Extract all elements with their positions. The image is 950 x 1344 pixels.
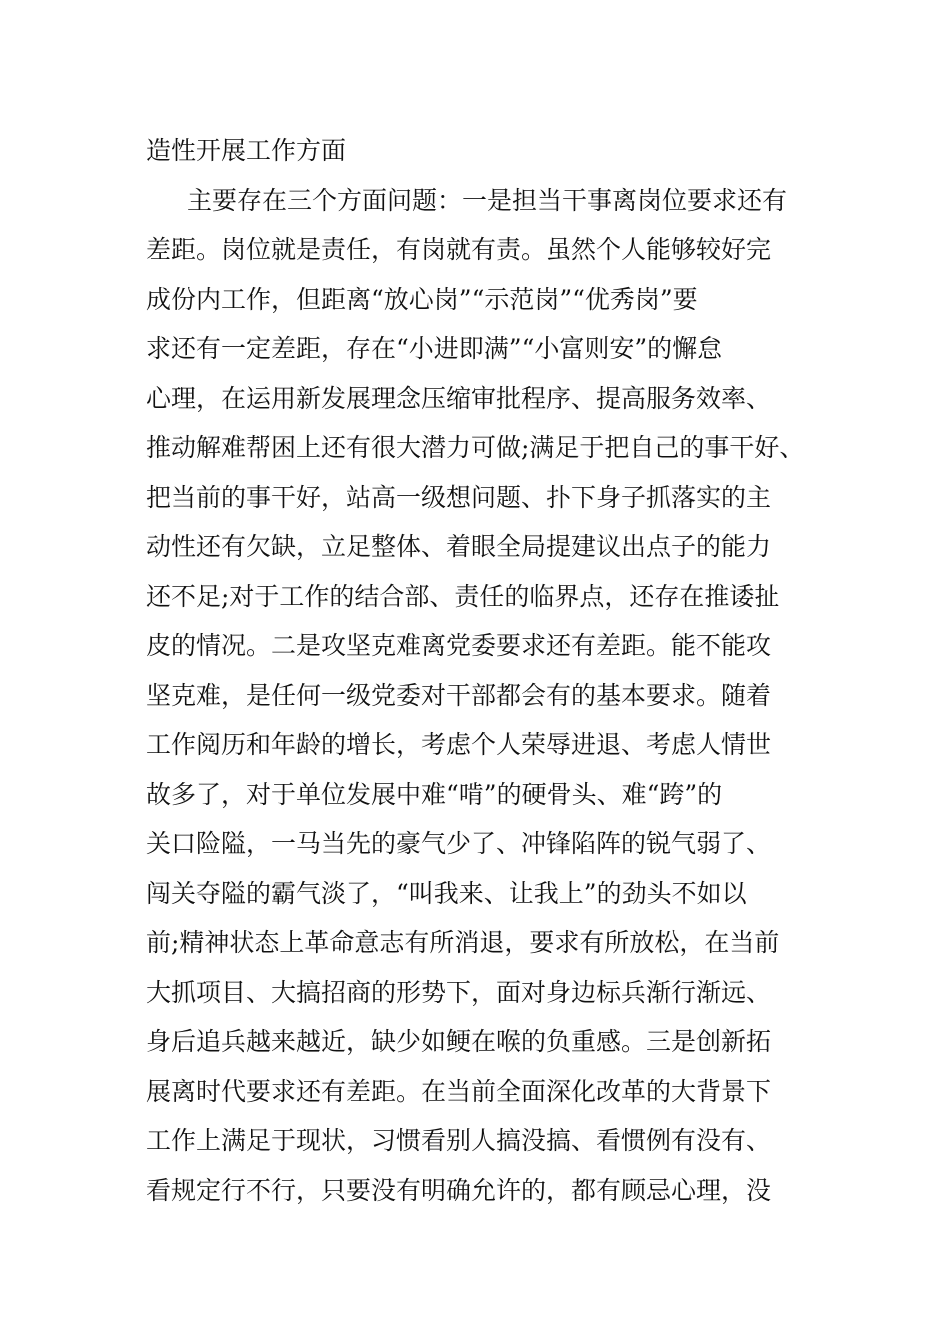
text-line: 还不足;对于工作的结合部、责任的临界点，还存在推诿扯 [146,581,780,611]
text-line: 大抓项目、大搞招商的形势下，面对身边标兵渐行渐远、 [146,977,772,1007]
paragraph-first-line: 主要存在三个方面问题：一是担当干事离岗位要求还有 [187,185,788,215]
text-line: 故多了，对于单位发展中难“啃”的硬骨头、难“跨”的 [146,779,723,809]
text-line: 求还有一定差距，存在“小进即满”“小富则安”的懈怠 [146,334,723,363]
text-line: 造性开展工作方面 [146,136,347,165]
text-line: 皮的情况。二是攻坚克难离党委要求还有差距。能不能攻 [146,631,772,660]
text-line: 动性还有欠缺，立足整体、着眼全局提建议出点子的能力 [146,532,772,561]
text-line: 看规定行不行，只要没有明确允许的，都有顾忌心理，没 [146,1175,772,1205]
text-line: 差距。岗位就是责任，有岗就有责。虽然个人能够较好完 [146,235,772,264]
text-line: 工作上满足于现状，习惯看别人搞没搞、看惯例有没有、 [146,1126,772,1155]
text-line: 成份内工作，但距离“放心岗”“示范岗”“优秀岗”要 [146,284,698,314]
text-line: 工作阅历和年龄的增长，考虑个人荣辱进退、考虑人情世 [146,730,772,759]
text-line: 前;精神状态上革命意志有所消退，要求有所放松，在当前 [146,928,780,957]
text-line: 坚克难，是任何一级党委对干部都会有的基本要求。随着 [146,680,772,710]
text-line: 推动解难帮困上还有很大潜力可做;满足于把自己的事干好、 [146,433,805,462]
text-line: 闯关夺隘的霸气淡了，“叫我来、让我上”的劲头不如以 [146,878,747,908]
text-line: 心理，在运用新发展理念压缩审批程序、提高服务效率、 [146,383,772,413]
text-line: 展离时代要求还有差距。在当前全面深化改革的大背景下 [146,1076,772,1106]
text-line: 关口险隘，一马当先的豪气少了、冲锋陷阵的锐气弱了、 [146,829,772,858]
text-line: 身后追兵越来越近，缺少如鲠在喉的负重感。三是创新拓 [146,1027,772,1056]
text-line: 把当前的事干好，站高一级想问题、扑下身子抓落实的主 [146,482,772,512]
